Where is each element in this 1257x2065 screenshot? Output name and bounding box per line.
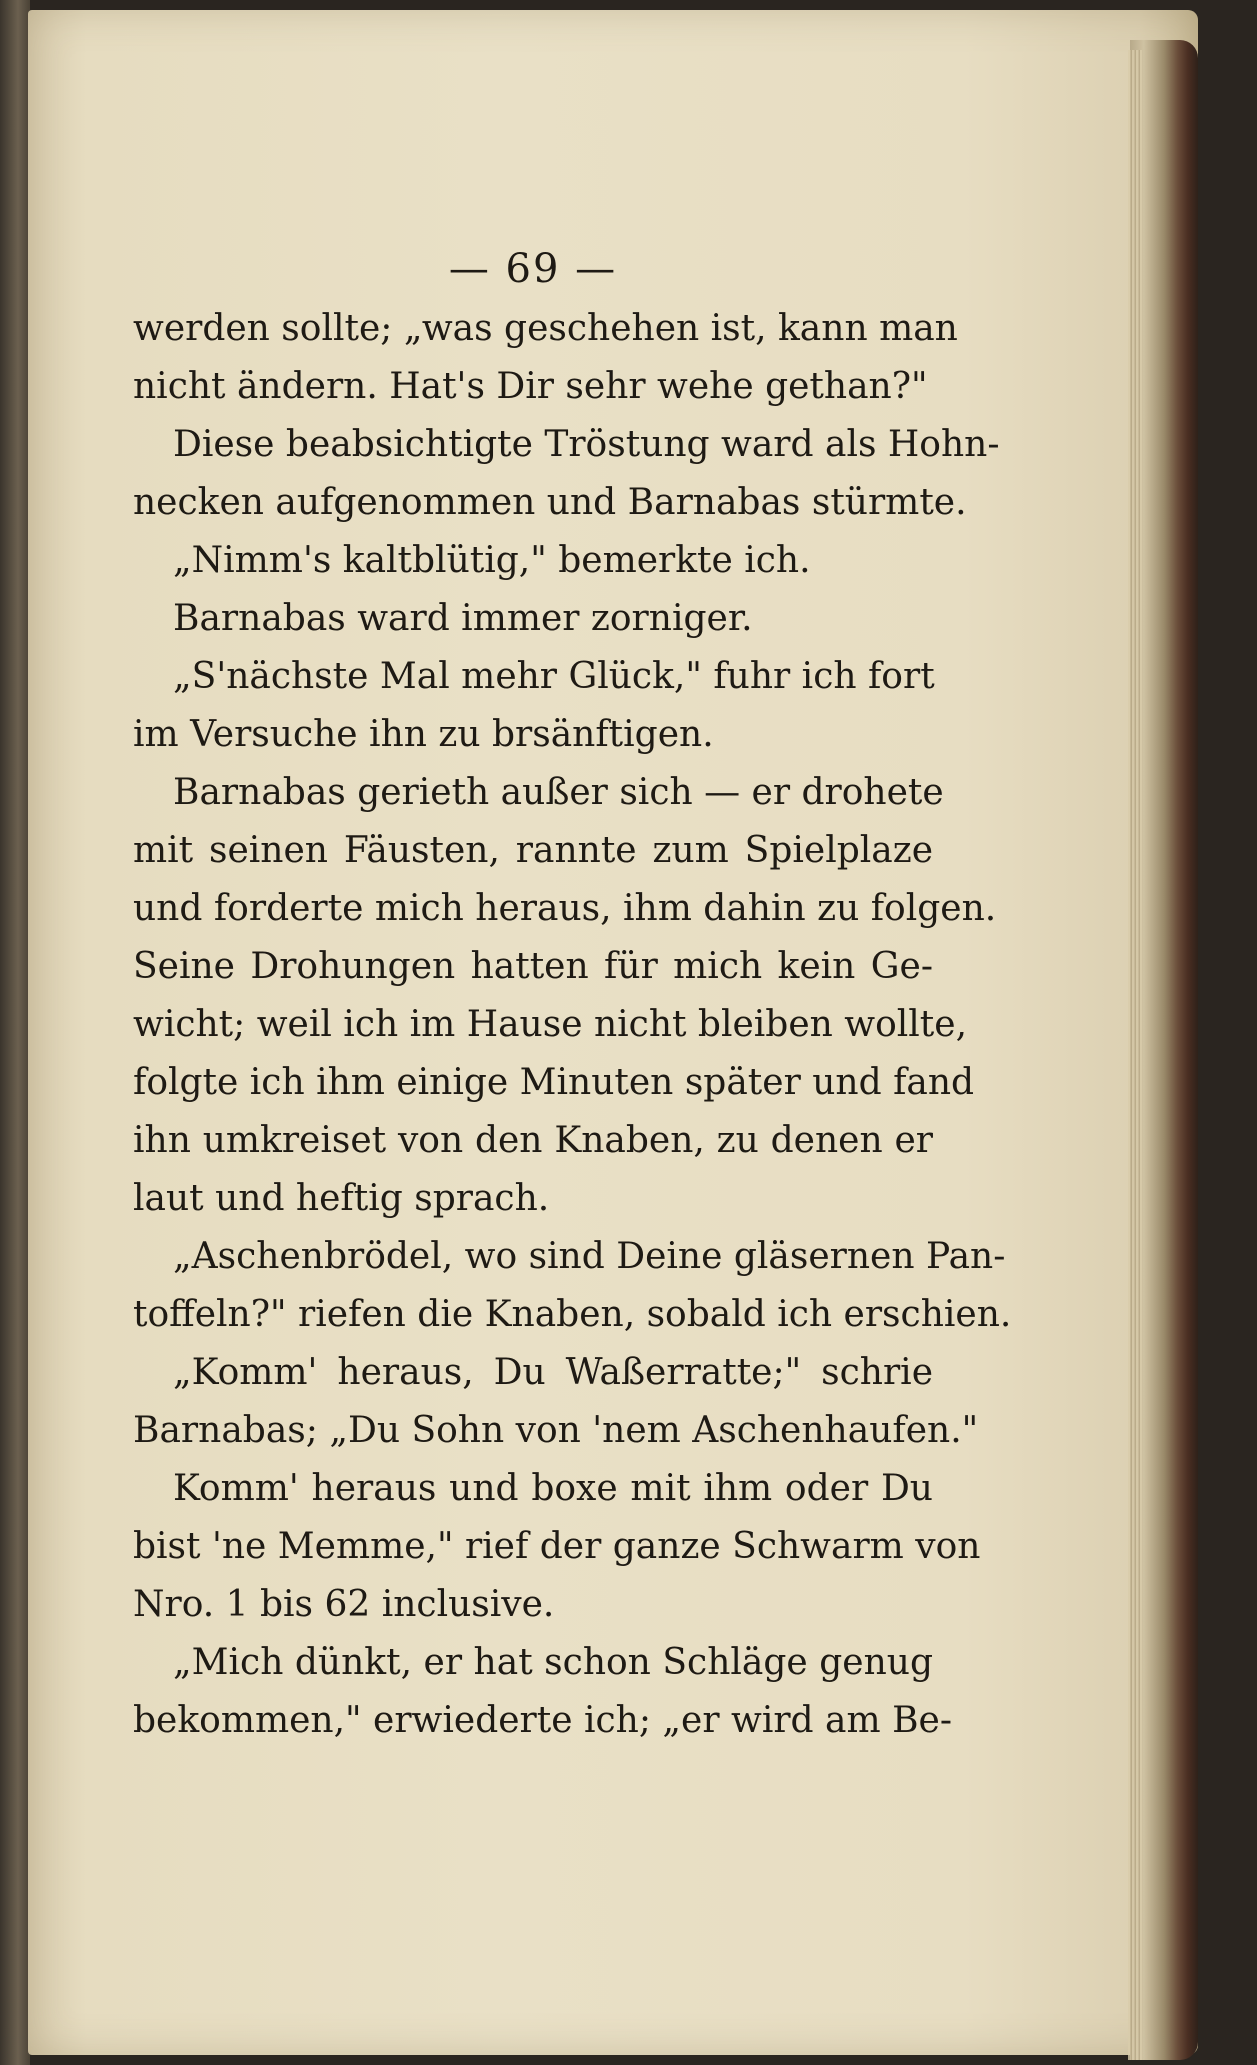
text-line: „Mich dünkt, er hat schon Schläge genug	[173, 1642, 933, 1683]
text-line: bist 'ne Memme," rief der ganze Schwarm von	[133, 1526, 981, 1567]
text-line: ihn umkreiset von den Knaben, zu denen er	[133, 1120, 933, 1161]
text-line: Nro. 1 bis 62 inclusive.	[133, 1584, 555, 1625]
text-line: toffeln?" riefen die Knaben, sobald ich erschien.	[133, 1294, 1012, 1335]
text-line: Komm' heraus und boxe mit ihm oder Du	[173, 1468, 933, 1509]
text-line: im Versuche ihn zu brsänftigen.	[133, 714, 714, 755]
text-line: wicht; weil ich im Hause nicht bleiben wollte,	[133, 1004, 968, 1045]
text-line: mit seinen Fäusten, rannte zum Spielplaze	[133, 830, 933, 871]
text-line: necken aufgenommen und Barnabas stürmte.	[133, 482, 967, 523]
page-stack-edge	[1128, 50, 1142, 2060]
text-line: „Aschenbrödel, wo sind Deine gläsernen Pan-	[173, 1236, 1006, 1277]
text-line: nicht ändern. Hat's Dir sehr wehe gethan?"	[133, 366, 928, 407]
previous-page-edge	[0, 0, 30, 2065]
text-line: Seine Drohungen hatten für mich kein Ge-	[133, 946, 933, 987]
page-text-block	[133, 246, 1012, 1750]
text-line: Barnabas; „Du Sohn von 'nem Aschenhaufen."	[133, 1410, 979, 1451]
text-line: Barnabas ward immer zorniger.	[173, 598, 753, 639]
text-line: und forderte mich heraus, ihm dahin zu folgen.	[133, 888, 997, 929]
text-lines	[133, 300, 1012, 1750]
text-line: Barnabas gerieth außer sich — er drohete	[173, 772, 944, 813]
text-line: Diese beabsichtigte Tröstung ward als Hohn-	[173, 424, 1000, 465]
text-line: werden sollte; „was geschehen ist, kann man	[133, 308, 958, 349]
text-line: „Nimm's kaltblütig," bemerkte ich.	[173, 540, 811, 581]
text-line: „Komm' heraus, Du Waßerratte;" schrie	[173, 1352, 933, 1393]
text-line: laut und heftig sprach.	[133, 1178, 550, 1219]
text-line: folgte ich ihm einige Minuten später und fand	[133, 1062, 975, 1103]
page-number: — 69 —	[448, 246, 618, 292]
text-line: bekommen," erwiederte ich; „er wird am Be-	[133, 1700, 952, 1741]
text-line: „S'nächste Mal mehr Glück," fuhr ich fort	[173, 656, 935, 697]
